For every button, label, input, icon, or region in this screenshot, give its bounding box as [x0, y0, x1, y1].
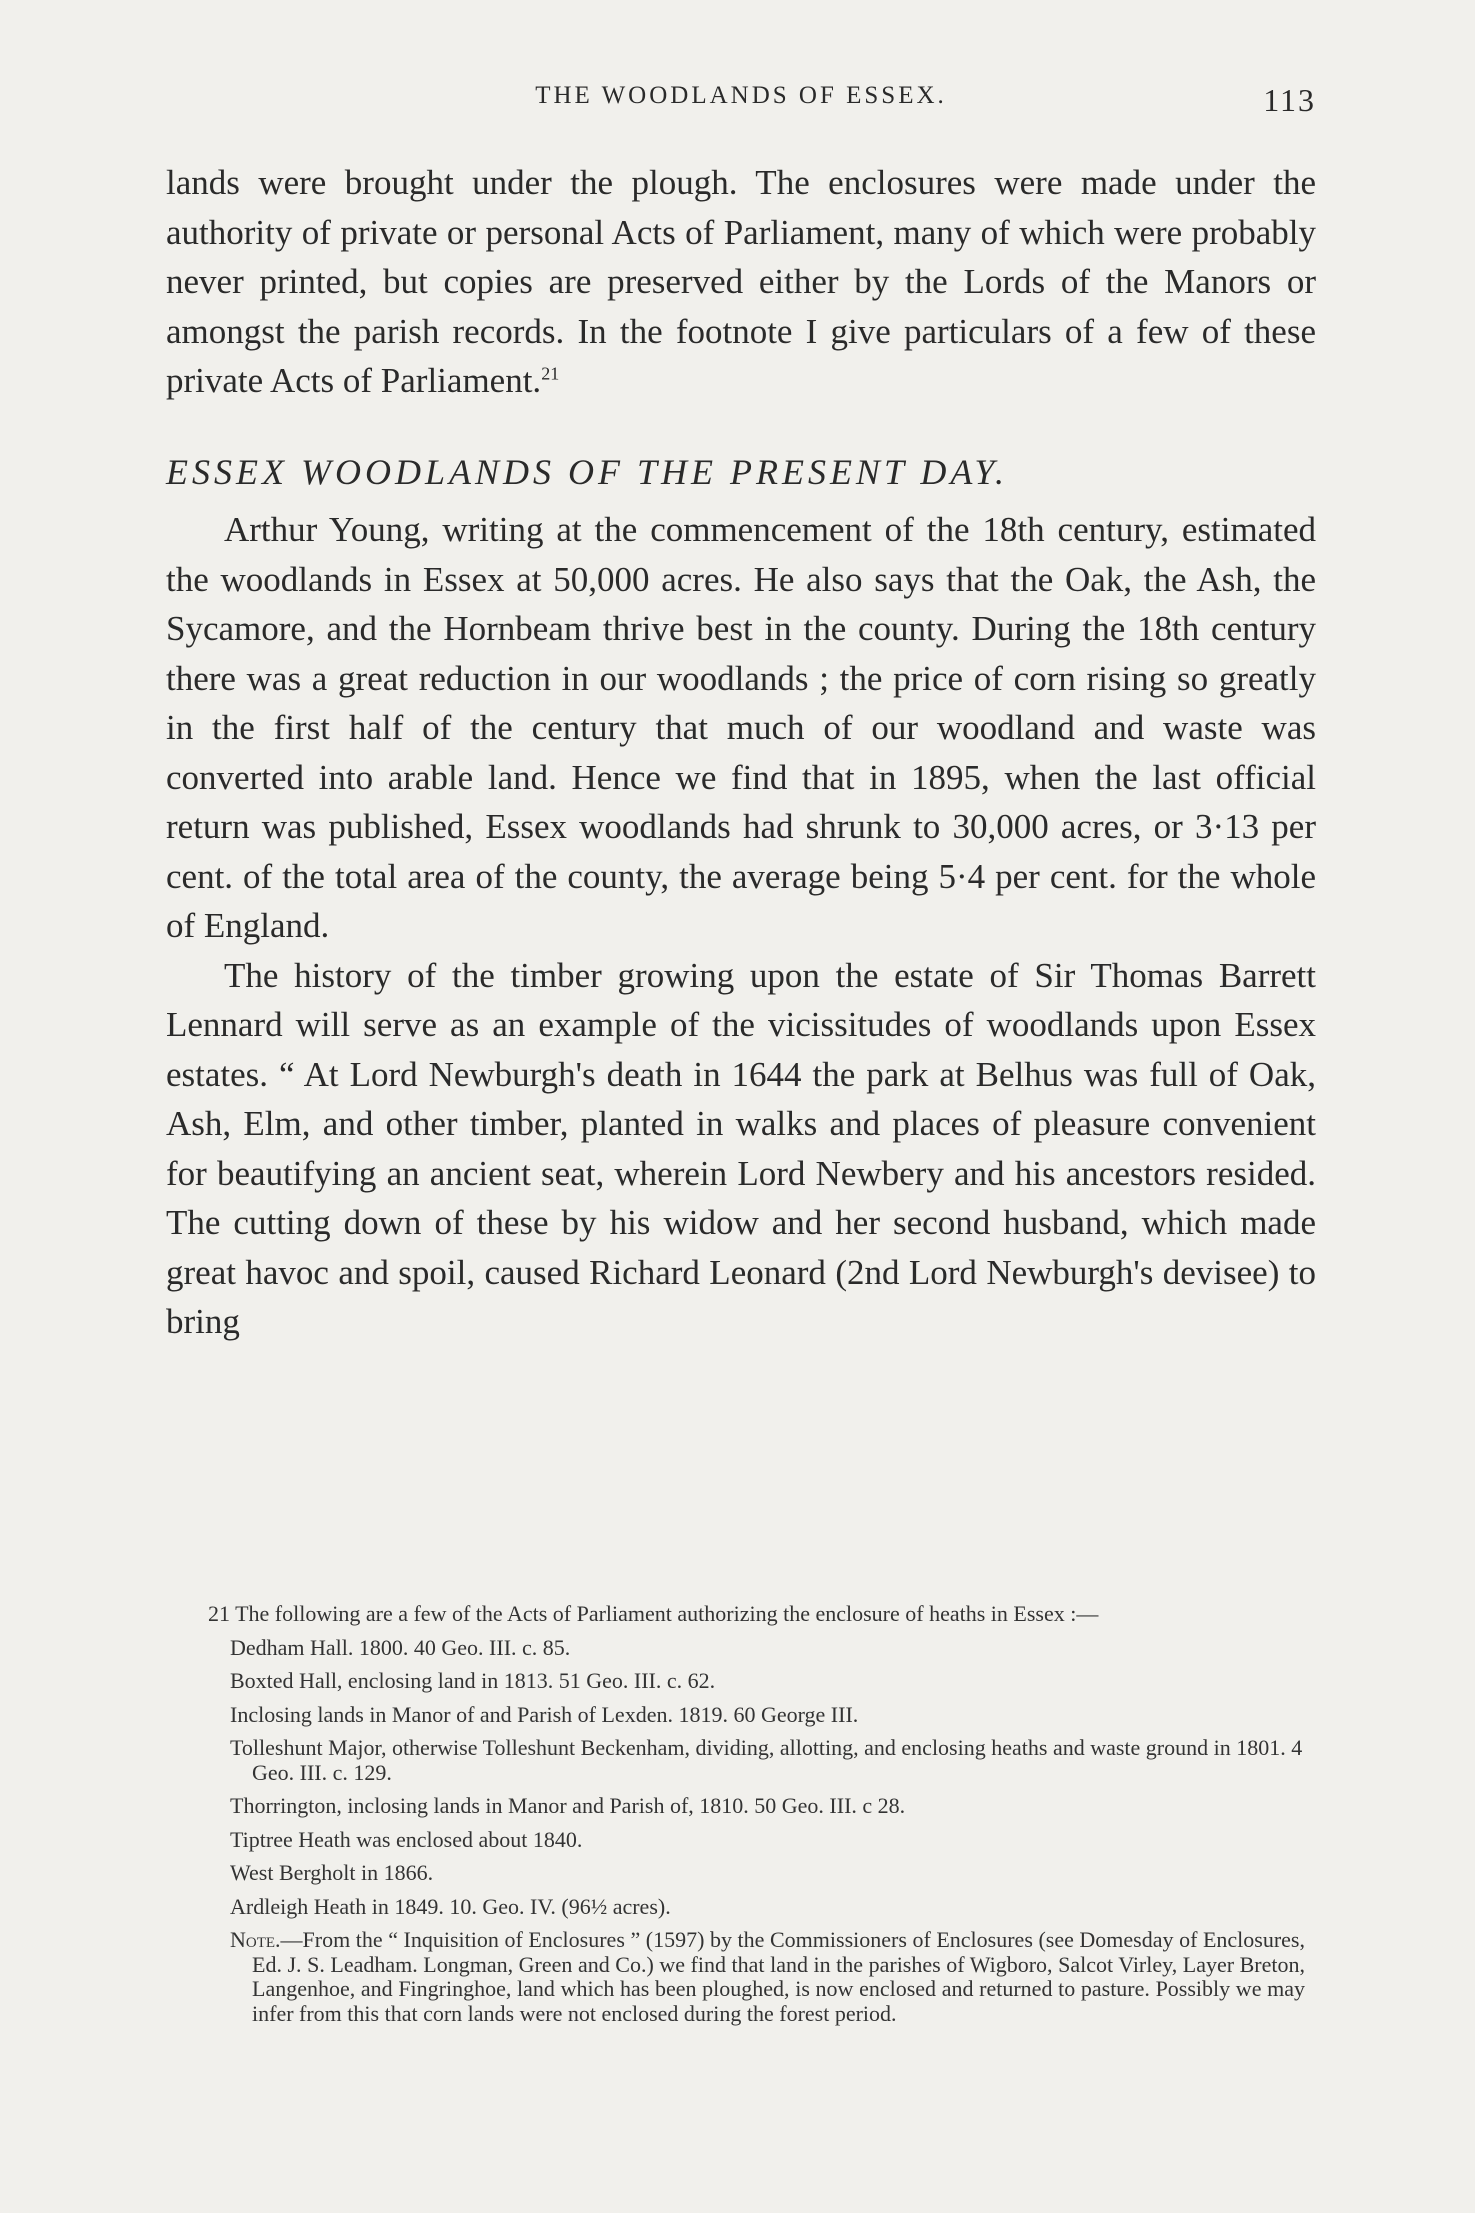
page-number: 113 [1263, 82, 1316, 118]
footnote-item: West Bergholt in 1866. [230, 1860, 434, 1885]
note-text: —From the “ Inquisition of Enclosures ” (1597) by the Commissioners of Enclosures (see Domesday of Enclosures, Ed. J. S. Leadham. Longman, Green and Co.) we find that land in the parishes of Wigboro, Salcot Virley, Layer Breton, Langenhoe, and Fingringhoe, land which has been ploughed, is now enclosed and returned to pasture. Possibly we may infer from this that corn lands were not enclosed during the forest period. [252, 1927, 1305, 2026]
footnote-item: Boxted Hall, enclosing land in 1813. 51 Geo. III. c. 62. [230, 1668, 716, 1693]
footnote-intro: 21 The following are a few of the Acts of Parliament authorizing the enclosure of heaths in Essex :— [208, 1601, 1099, 1626]
body-text [166, 158, 1316, 1347]
paragraph-text: lands were brought under the plough. The enclosures were made under the authority of private or personal Acts of Parliament, many of which were probably never printed, but copies are preserved either by the Lords of the Manors or amongst the parish records. In the footnote I give particulars of a few of these private Acts of Parliament. [166, 163, 1316, 400]
footnote-note [172, 1928, 1305, 2026]
footnote-item: Tolleshunt Major, otherwise Tolleshunt Beckenham, dividing, allotting, and enclosing heaths and waste ground in 1801. 4 Geo. III. c. 129. [230, 1735, 1303, 1785]
paragraph-arthur-young: Arthur Young, writing at the commencement of the 18th century, estimated the woodlands in Essex at 50,000 acres. He also says that the Oak, the Ash, the Sycamore, and the Hornbeam thrive best in the county. During the 18th century there was a great reduction in our woodlands ; the price of corn rising so greatly in the first half of the century that much of our woodland and waste was converted into arable land. Hence we find that in 1895, when the last official return was published, Essex woodlands had shrunk to 30,000 acres, or 3·13 per cent. of the total area of the county, the average being 5·4 per cent. for the whole of England. [166, 510, 1316, 945]
running-title: THE WOODLANDS OF ESSEX. [535, 82, 947, 109]
footnote-item: Tiptree Heath was enclosed about 1840. [230, 1826, 583, 1852]
footnote-reference: 21 [541, 363, 560, 384]
footnote-item: Thorrington, inclosing lands in Manor and Parish of, 1810. 50 Geo. III. c 28. [230, 1793, 906, 1818]
footnotes [150, 1602, 1305, 2035]
note-label: Note. [230, 1927, 281, 1952]
section-heading: ESSEX WOODLANDS OF THE PRESENT DAY. [166, 451, 1009, 492]
footnote-item: Ardleigh Heath in 1849. 10. Geo. IV. (96½ acres). [230, 1893, 671, 1919]
paragraph-continuation [166, 158, 1316, 406]
running-head [166, 82, 1316, 122]
paragraph-belhus-history: The history of the timber growing upon the estate of Sir Thomas Barrett Lennard will serve as an example of the vicissitudes of woodlands upon Essex estates. “ At Lord Newburgh's death in 1644 the park at Belhus was full of Oak, Ash, Elm, and other timber, planted in walks and places of pleasure convenient for beautifying an ancient seat, wherein Lord Newbery and his ancestors resided. The cutting down of these by his widow and her second husband, which made great havoc and spoil, caused Richard Leonard (2nd Lord Newburgh's devisee) to bring [166, 955, 1316, 1341]
footnote-item: Dedham Hall. 1800. 40 Geo. III. c. 85. [230, 1634, 571, 1660]
footnote-item: Inclosing lands in Manor of and Parish of Lexden. 1819. 60 George III. [230, 1701, 859, 1727]
